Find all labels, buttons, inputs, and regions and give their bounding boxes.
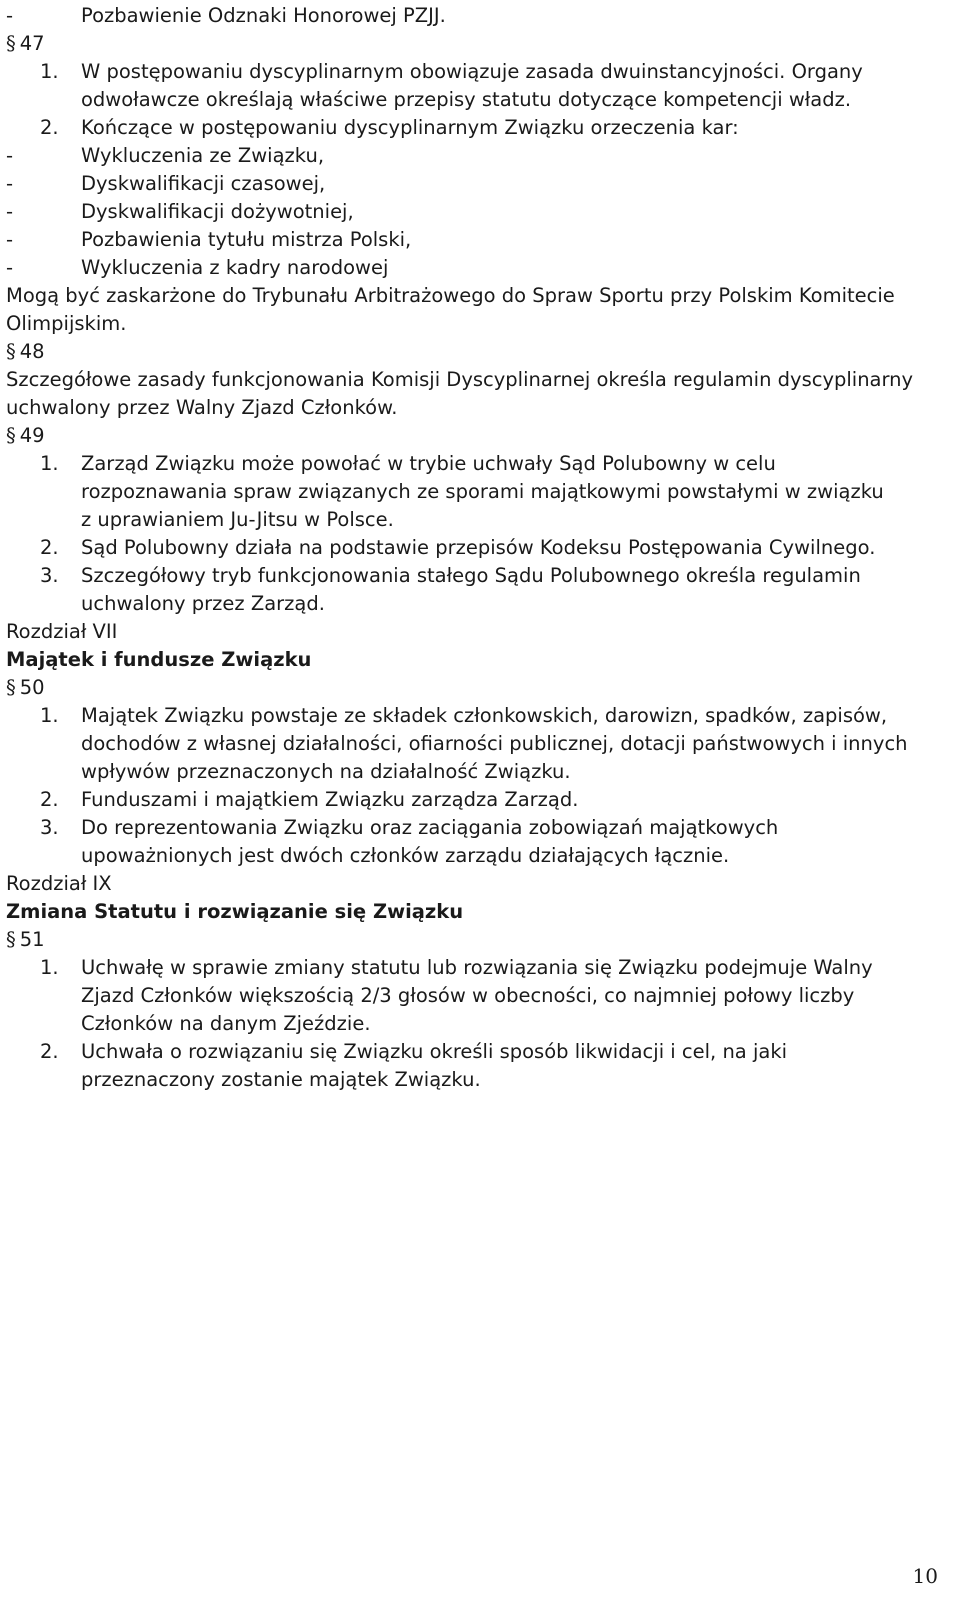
page-number: 10 bbox=[912, 1564, 938, 1588]
item-number: 2. bbox=[40, 116, 59, 139]
list-dash: - bbox=[6, 172, 14, 195]
section-symbol: § bbox=[6, 928, 16, 951]
section-number: 50 bbox=[19, 676, 45, 699]
section-symbol: § bbox=[6, 32, 16, 55]
list-dash: - bbox=[6, 4, 14, 27]
item-text: Uchwałę w sprawie zmiany statutu lub rozwiązania się Związku podejmuje Walny bbox=[81, 956, 873, 979]
chapter-label: Rozdział VII bbox=[6, 620, 118, 643]
item-number: 1. bbox=[40, 704, 59, 727]
item-text: przeznaczony zostanie majątek Związku. bbox=[81, 1068, 481, 1091]
list-text: Wykluczenia ze Związku, bbox=[81, 144, 325, 167]
item-text: Funduszami i majątkiem Związku zarządza Zarząd. bbox=[81, 788, 579, 811]
item-text: upoważnionych jest dwóch członków zarządu działających łącznie. bbox=[81, 844, 730, 867]
section-symbol: § bbox=[6, 676, 16, 699]
paragraph-text: Olimpijskim. bbox=[6, 312, 127, 335]
list-dash: - bbox=[6, 200, 14, 223]
item-text: Do reprezentowania Związku oraz zaciągania zobowiązań majątkowych bbox=[81, 816, 779, 839]
item-text: Szczegółowy tryb funkcjonowania stałego Sądu Polubownego określa regulamin bbox=[81, 564, 861, 587]
item-number: 3. bbox=[40, 564, 59, 587]
item-text: Zarząd Związku może powołać w trybie uchwały Sąd Polubowny w celu bbox=[81, 452, 776, 475]
item-text: Uchwała o rozwiązaniu się Związku określi sposób likwidacji i cel, na jaki bbox=[81, 1040, 788, 1063]
section-symbol: § bbox=[6, 340, 16, 363]
item-text: dochodów z własnej działalności, ofiarności publicznej, dotacji państwowych i innych bbox=[81, 732, 908, 755]
paragraph-text: Szczegółowe zasady funkcjonowania Komisji Dyscyplinarnej określa regulamin dyscyplinarny bbox=[6, 368, 914, 391]
section-number: 49 bbox=[19, 424, 45, 447]
item-number: 1. bbox=[40, 452, 59, 475]
paragraph-text: uchwalony przez Walny Zjazd Członków. bbox=[6, 396, 398, 419]
paragraph-text: Mogą być zaskarżone do Trybunału Arbitrażowego do Spraw Sportu przy Polskim Komitecie bbox=[6, 284, 895, 307]
section-47 bbox=[6, 30, 45, 58]
list-dash: - bbox=[6, 256, 14, 279]
list-text: Wykluczenia z kadry narodowej bbox=[81, 256, 389, 279]
list-text: Pozbawienia tytułu mistrza Polski, bbox=[81, 228, 412, 251]
list-dash: - bbox=[6, 144, 14, 167]
item-text: Sąd Polubowny działa na podstawie przepisów Kodeksu Postępowania Cywilnego. bbox=[81, 536, 876, 559]
item-text: Zjazd Członków większością 2/3 głosów w obecności, co najmniej połowy liczby bbox=[81, 984, 855, 1007]
item-text: Członków na danym Zjeździe. bbox=[81, 1012, 371, 1035]
item-text: wpływów przeznaczonych na działalność Związku. bbox=[81, 760, 571, 783]
list-text: Dyskwalifikacji dożywotniej, bbox=[81, 200, 354, 223]
item-number: 2. bbox=[40, 536, 59, 559]
section-51 bbox=[6, 926, 45, 954]
section-number: 51 bbox=[19, 928, 45, 951]
chapter-title: Zmiana Statutu i rozwiązanie się Związku bbox=[6, 900, 464, 923]
item-text: Kończące w postępowaniu dyscyplinarnym Związku orzeczenia kar: bbox=[81, 116, 739, 139]
list-dash: - bbox=[6, 228, 14, 251]
section-50 bbox=[6, 674, 45, 702]
item-number: 2. bbox=[40, 788, 59, 811]
section-symbol: § bbox=[6, 424, 16, 447]
item-number: 1. bbox=[40, 60, 59, 83]
section-48 bbox=[6, 338, 45, 366]
section-number: 47 bbox=[19, 32, 45, 55]
item-number: 1. bbox=[40, 956, 59, 979]
section-number: 48 bbox=[19, 340, 45, 363]
item-text: odwoławcze określają właściwe przepisy statutu dotyczące kompetencji władz. bbox=[81, 88, 852, 111]
item-text: Majątek Związku powstaje ze składek członkowskich, darowizn, spadków, zapisów, bbox=[81, 704, 888, 727]
chapter-title: Majątek i fundusze Związku bbox=[6, 648, 312, 671]
item-number: 3. bbox=[40, 816, 59, 839]
item-text: z uprawianiem Ju-Jitsu w Polsce. bbox=[81, 508, 394, 531]
list-text: Dyskwalifikacji czasowej, bbox=[81, 172, 326, 195]
section-49 bbox=[6, 422, 45, 450]
item-text: uchwalony przez Zarząd. bbox=[81, 592, 325, 615]
list-text: Pozbawienie Odznaki Honorowej PZJJ. bbox=[81, 4, 446, 27]
item-number: 2. bbox=[40, 1040, 59, 1063]
chapter-label: Rozdział IX bbox=[6, 872, 112, 895]
item-text: W postępowaniu dyscyplinarnym obowiązuje zasada dwuinstancyjności. Organy bbox=[81, 60, 863, 83]
item-text: rozpoznawania spraw związanych ze sporami majątkowymi powstałymi w związku bbox=[81, 480, 884, 503]
